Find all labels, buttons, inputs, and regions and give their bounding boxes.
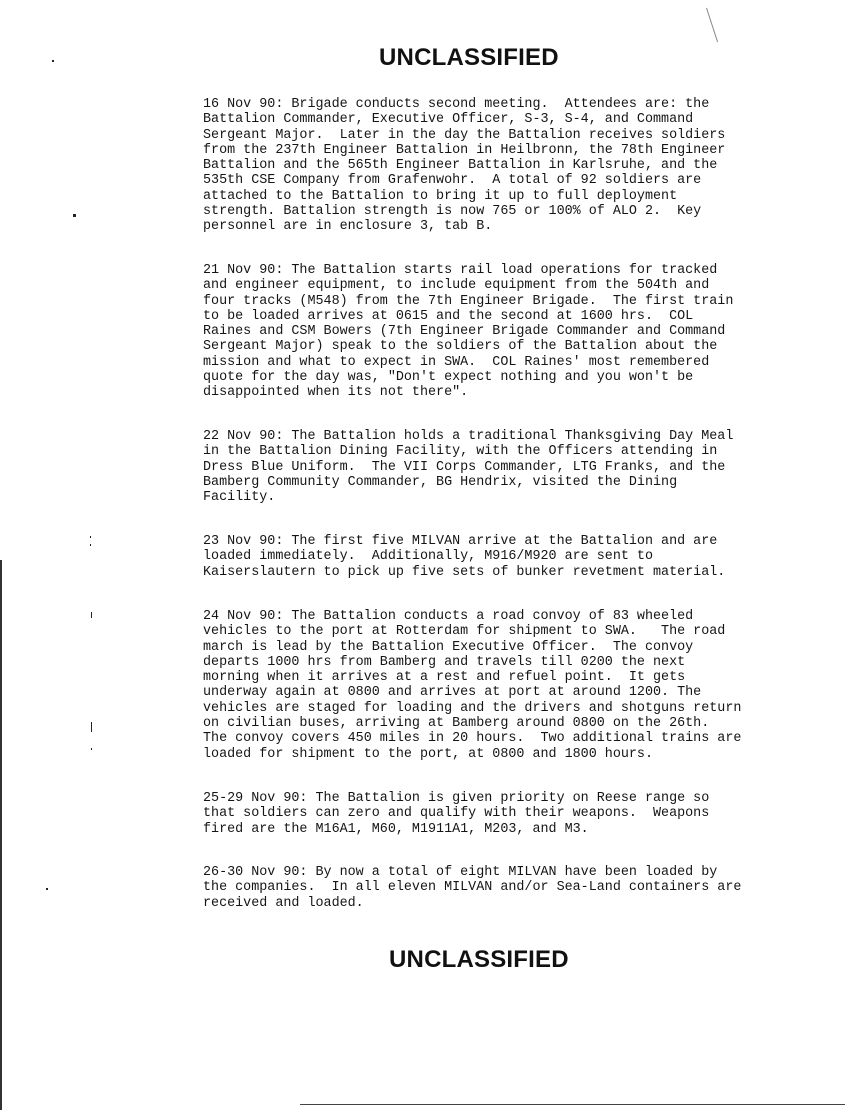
scan-speck: [52, 60, 54, 62]
scan-left-edge: [0, 560, 2, 1110]
log-entry-24-nov: 24 Nov 90: The Battalion conducts a road convoy of 83 wheeled vehicles to the port at Rotterdam for shipment to SWA. The road march is lead by the Battalion Executive Officer. The convoy departs 1000 hrs from Bamberg and travels till 0200 the next morning when it arrives at a rest and refuel point. It gets underway again at 0800 and arrives at port at around 1200. The vehicles are staged for loading and the drivers and shotguns return on civilian buses, arriving at Bamberg around 0800 on the 26th. The convoy covers 450 miles in 20 hours. Two additional trains are loaded for shipment to the port, at 0800 and 1800 hours.: [203, 609, 742, 762]
scan-speck: [91, 612, 92, 618]
classification-header: UNCLASSIFIED: [379, 44, 559, 71]
scan-speck: [90, 544, 91, 546]
log-entry-25-29-nov: 25-29 Nov 90: The Battalion is given priority on Reese range so that soldiers can zero and qualify with their weapons. Weapons fired are the M16A1, M60, M1911A1, M203, and M3.: [203, 791, 710, 837]
scan-speck: [91, 722, 92, 732]
classification-footer: UNCLASSIFIED: [389, 946, 569, 973]
log-entry-16-nov: 16 Nov 90: Brigade conducts second meeting. Attendees are: the Battalion Commander, Executive Officer, S-3, S-4, and Command Sergeant Major. Later in the day the Battalion receives soldiers from the 237th Engineer Battalion in Heilbronn, the 78th Engineer Battalion and the 565th Engineer Battalion in Karlsruhe, and the 535th CSE Company from Grafenwohr. A total of 92 soldiers are attached to the Battalion to bring it up to full deployment strength. Battalion strength is now 765 or 100% of ALO 2. Key personnel are in enclosure 3, tab B.: [203, 97, 726, 235]
scan-speck: [46, 888, 48, 890]
scan-speck: [91, 748, 92, 750]
scan-speck: [73, 214, 76, 217]
log-entry-26-30-nov: 26-30 Nov 90: By now a total of eight MILVAN have been loaded by the companies. In all eleven MILVAN and/or Sea-Land containers are received and loaded.: [203, 865, 742, 911]
scan-speck: [90, 536, 91, 538]
scan-bottom-edge: [300, 1104, 845, 1105]
log-entry-22-nov: 22 Nov 90: The Battalion holds a traditional Thanksgiving Day Meal in the Battalion Dining Facility, with the Officers attending in Dress Blue Uniform. The VII Corps Commander, LTG Franks, and the Bamberg Community Commander, BG Hendrix, visited the Dining Facility.: [203, 429, 734, 506]
log-entry-21-nov: 21 Nov 90: The Battalion starts rail load operations for tracked and engineer equipment, to include equipment from the 504th and four tracks (M548) from the 7th Engineer Brigade. The first train to be loaded arrives at 0615 and the second at 1600 hrs. COL Raines and CSM Bowers (7th Engineer Brigade Commander and Command Sergeant Major) speak to the soldiers of the Battalion about the mission and what to expect in SWA. COL Raines' most remembered quote for the day was, "Don't expect nothing and you won't be disappointed when its not there".: [203, 263, 734, 401]
scan-artifact-line: [706, 8, 718, 43]
log-entry-23-nov: 23 Nov 90: The first five MILVAN arrive at the Battalion and are loaded immediately. Additionally, M916/M920 are sent to Kaiserslautern to pick up five sets of bunker revetment material.: [203, 534, 726, 580]
